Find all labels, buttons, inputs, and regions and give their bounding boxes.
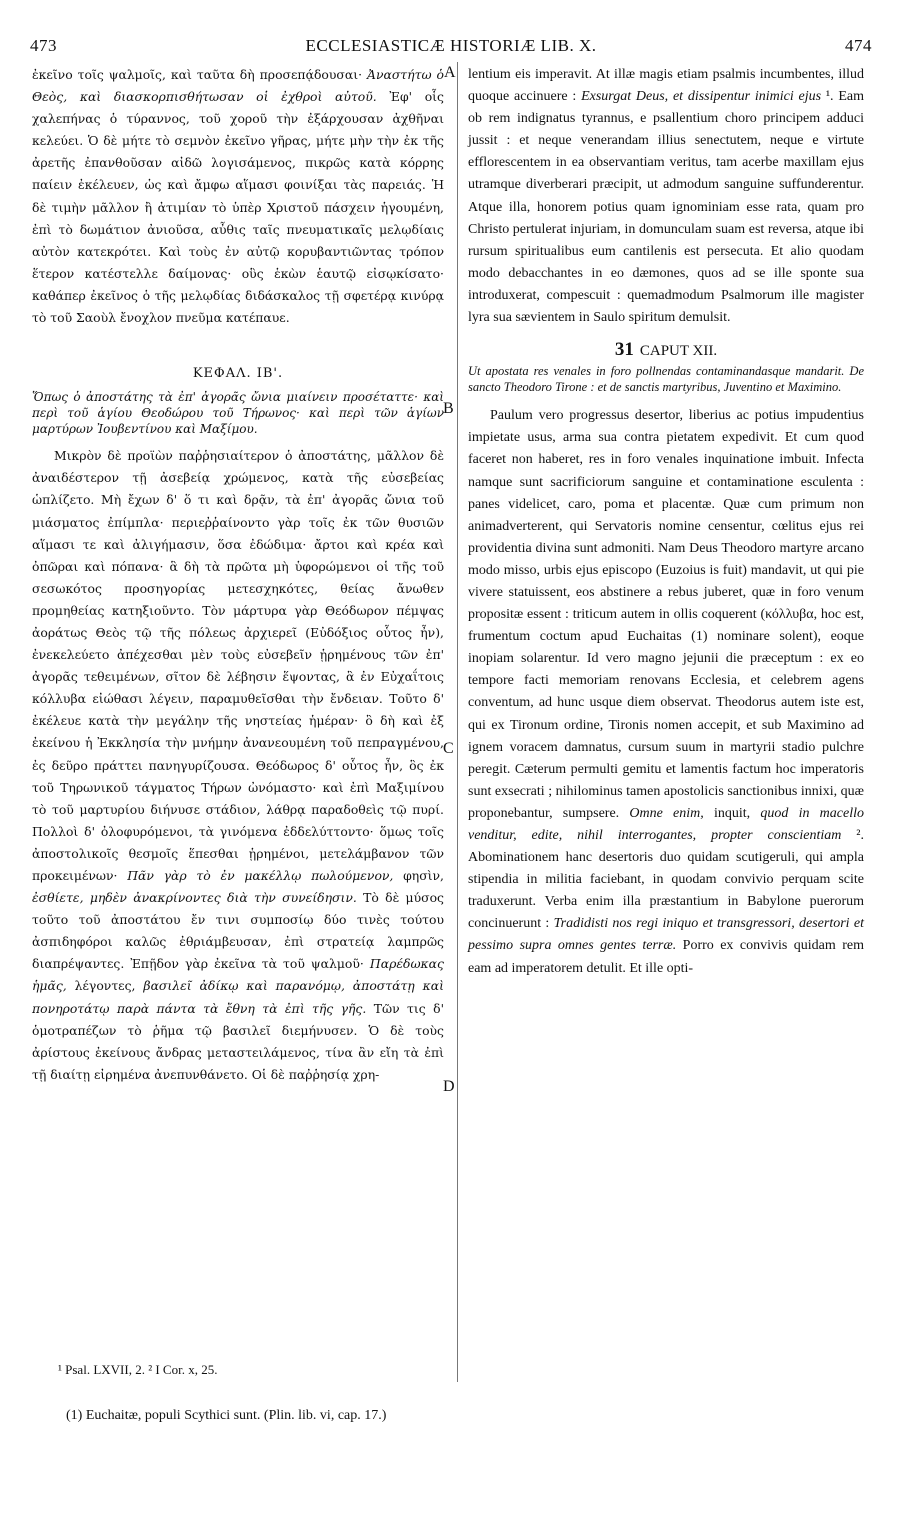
running-header xyxy=(30,36,872,58)
greek-text: φησὶν, xyxy=(393,868,444,883)
greek-column xyxy=(32,64,444,1086)
greek-quote: βασιλεῖ ἀδίκῳ καὶ παρανόμῳ, ἀποστάτῃ καὶ πονηροτάτῳ παρὰ πάντα τὰ ἔθνη τὰ ἐπὶ τῆς γῆς. xyxy=(32,978,445,1016)
latin-text: Eam ob rem indignatus tyrannus, e psallentium choro principem adduci jussit : et neque venerandam illius senectutem, neque e virtute efflorescentem in ea observantiam veritus, tam acerbe maxillam ejus utramque diverberari præcipit, ut admodum sanguine suffunderentur. Atque illa, honorem potius quam ignominiam esse rata, quam pro Christo pertulerat injuriam, in domunculam suam est reversa, atque ibi rursum spiritualibus eum cantilenis est persecuta. Et alio quodam modo debacchantes in eo dæmones, quos ad se ille sponte sua introduxerat, compescuit : quemadmodum Psalmorum ille magister lyra sua sævientem in Saulo spiritum demulsit. xyxy=(468,89,864,326)
margin-marker-c: C xyxy=(443,740,454,757)
latin-quote: Tradidisti nos regi iniquo et transgressori, desertori et pessimo supra omnes gentes terræ. xyxy=(468,916,864,954)
greek-text: Μικρὸν δὲ προϊὼν παῤῥησιαίτερον ὁ ἀποστάτης, μᾶλλον δὲ ἀναιδέστερον τῇ ἀσεβείᾳ χρώμενος, κατὰ τῆς εὐσεβείας ὡπλίζετο. Μὴ ἔχων δ' ὅ τι καὶ δρᾷν, τὰ ἐπ' ἀγορᾶς ὤνια τοῦ μιάσματος ἐπίμπλα· περιεῤῥαίνοντο γὰρ τοῖς ἐκ τῶν θυσιῶν αἵμασι τε καὶ ἀλιγήμασιν, ὅσα ἐδώδιμα· ἄρτοι καὶ κρέα καὶ ὀπῶραι καὶ πόπανα· ἃ δὴ τὰ πρῶτα μὴ ὑφορώμενοι οἱ τῆς τοῦ σεσωκότος προσηγορίας μετεσχηκότες, θείας ἄνωθεν προμηθείας κατηξιοῦντο. Τὸν μάρτυρα γὰρ Θεόδωρον πέμψας ἀοράτως Θεὸς τῷ τῆς πόλεως ἀρχιερεῖ (Εὐδόξιος οὗτος ἦν), ἐνεκελεύετο ἀπέχεσθαι μὲν τοὺς εὐσεβεῖν ᾑρημένους τῶν ἐπ' ἀγορᾶς τεθειμένων, σῖτον δὲ λέβησιν ἕψοντας, ἃ ἐν Εὐχαΐτοις κόλλυβα εἰώθασι λέγειν, παραμυθεῖσθαι τὴν ἔνδειαν. Τοῦτο δ' ἐκέλευε κατὰ τὴν μεγάλην τῆς νηστείας ἡμέραν· ὃ δὴ καὶ ἐξ ἐκείνου ἡ Ἐκκλησία τὴν μνήμην ἀνανεουμένη τοῦ πεπραγμένου, ἐς δεῦρο πράττει πανηγυρίζουσα. Θεόδωρος δ' οὗτος ἦν, ὃς ἐκ τοῦ Τηρωνικοῦ τάγματος Τήρων ὠνόμαστο· καὶ ἐπὶ Μαξιμίνου τὸ τοῦ μαρτυρίου διήνυσε στάδιον, λάθρᾳ παραδοθεὶς τῷ πυρί. Πολλοὶ δ' ὀλοφυρόμενοι, τὰ γινόμενα ἐδδελύττοντο· ὅμως τοῖς ἀποστολικοῖς θεσμοῖς ἕπεσθαι ᾑρημένοι, μετελάμβανον τῶν προκειμένων· xyxy=(32,448,444,883)
latin-chapter-summary: Ut apostata res venales in foro pollnendas contaminandasque mandarit. De sancto Theodoro Tirone : et de sanctis martyribus, Juventino et Maximino. xyxy=(468,364,864,394)
chapter-title: CAPUT XII. xyxy=(639,343,718,360)
margin-marker-d: D xyxy=(443,1078,455,1095)
greek-text: λέγοντες, xyxy=(66,978,144,994)
column-divider xyxy=(457,62,458,1382)
greek-quote: Ἀναστήτω ὁ Θεὸς, καὶ διασκορπισθήτωσαν οἱ ἐχθροὶ αὐτοῦ. xyxy=(32,67,444,105)
greek-text: Τὸ δὲ μύσος τοῦτο τοῦ ἀποστάτου ἔν τινι συμποσίῳ δύο τινὲς τούτου ἀσπιδηφόροι καλῶς ἐθριάμβευσαν, ἐπὶ στρατείᾳ λαμπρῶς διαπρέψαντες. Ἐπῇδον γὰρ ἐκεῖνα τὰ τοῦ ψαλμοῦ· xyxy=(32,890,444,972)
margin-marker-a: A xyxy=(444,64,456,81)
greek-chapter-heading: ΚΕΦΑΛ. ΙΒ'. xyxy=(192,366,284,382)
latin-text: lentium eis imperavit. At illæ magis etiam psalmis incumbentes, illud quoque accinuere : xyxy=(468,67,864,105)
latin-text: Porro ex convivis quidam rem eam ad imperatorem detulit. Et ille opti- xyxy=(468,938,864,976)
greek-chapter-summary: Ὅπως ὁ ἀποστάτης τὰ ἐπ' ἀγορᾶς ὤνια μιαίνειν προσέταττε· καὶ περὶ τοῦ ἁγίου Θεοδώρου τοῦ Τήρωνος· καὶ περὶ τῶν ἁγίων μαρτύρων Ἰουβεντίνου καὶ Μαξίμου. xyxy=(32,390,444,437)
greek-paragraph-2 xyxy=(32,445,444,1086)
latin-text: inquit, xyxy=(703,805,761,821)
footnote-references: ¹ Psal. LXVII, 2. ² I Cor. x, 25. xyxy=(58,1362,218,1377)
footnote-1: (1) Euchaitæ, populi Scythici sunt. (Plin. lib. vi, cap. 17.) xyxy=(66,1408,387,1423)
running-title: ECCLESIASTICÆ HISTORIÆ LIB. X. xyxy=(305,36,597,55)
latin-quote: quod in macello venditur, edite, nihil interrogantes, propter conscientiam xyxy=(468,805,864,843)
greek-quote: Πᾶν γὰρ τὸ ἐν μακέλλῳ πωλούμενον, xyxy=(127,868,394,883)
latin-chapter-heading xyxy=(468,339,864,362)
greek-text: Τῶν τις δ' ὁμοτραπέζων τὸ ῥῆμα τῷ βασιλεῖ διεμήνυσεν. Ὁ δὲ τοὺς ἀρίστους ἐκείνους ἄνδρας μεταστειλάμενος, τίνα ἂν εἴη τὰ ἐπὶ τῇ διαίτῃ εἰρημένα ἀνεπυνθάνετο. Οἱ δὲ παῤῥησίᾳ χρη- xyxy=(32,1000,444,1082)
page-number-right: 474 xyxy=(845,36,872,55)
greek-text: Ἐφ' οἷς χαλεπήνας ὁ τύραννος, τοῦ χοροῦ τὴν ἐξάρχουσαν ἀχθῆναι κελεύει. Ὁ δὲ μήτε τὸ σεμνὸν ἐκεῖνο γῆρας, μήτε μὴν τὴν ἐκ τῆς ἀρετῆς ἐπανθοῦσαν αἰδῶ λογισάμενος, πικρῶς κατὰ κόρρης παίειν ἐκέλευεν, ὡς καὶ ἄμφω αἵμασι φοινίξαι τὰς παρειάς. Ἡ δὲ τιμὴν μᾶλλον ἢ ἀτιμίαν τὸ ὑπὲρ Χριστοῦ πάσχειν ἡγουμένη, ἐπὶ τὸ δωμάτιον ἀνιοῦσα, αὖθις ταῖς πνευματικαῖς μελῳδίαις αὐτὸν κατεκρότει. Καὶ τοὺς ἐν αὐτῷ κορυβαντιῶντας τρόπον ἕτερον κατέστελλε δαίμονας· οὓς ἑκὼν ἑαυτῷ εἰσῳκίσατο· καθάπερ ἐκεῖνος ὁ τῆς μελῳδίας διδάσκαλος τῇ σφετέρᾳ κινύρᾳ τὸ τοῦ Σαοὺλ ἔνοχλον πνεῦμα κατέπαυε. xyxy=(32,89,444,326)
footnote-ref: ². xyxy=(841,828,864,843)
footnote-ref: ¹. xyxy=(821,89,839,105)
latin-paragraph-2 xyxy=(468,405,864,979)
greek-quote: Παρέδωκας ἡμᾶς, xyxy=(32,956,444,994)
latin-quote: Exsurgat Deus, et dissipentur inimici ejus xyxy=(581,89,822,105)
latin-text: Abominationem hanc desertoris duo quidam scutigeruli, qui ampla stipendia in militia faciebant, in quodam convivio perquam scite traduxerunt. Verba enim illa præstantium in Babylone puerorum concinuerunt : xyxy=(468,850,864,932)
page-number-left: 473 xyxy=(30,36,57,55)
latin-paragraph-1 xyxy=(468,64,864,329)
greek-quote: ἐσθίετε, μηδὲν ἀνακρίνοντες διὰ τὴν συνείδησιν. xyxy=(32,890,357,906)
margin-marker-b: B xyxy=(443,400,454,417)
greek-paragraph-1 xyxy=(32,64,444,329)
chapter-number: 31 xyxy=(614,339,634,361)
latin-quote: Omne enim, xyxy=(629,805,704,821)
greek-text: ἐκεῖνο τοῖς ψαλμοῖς, καὶ ταῦτα δὴ προσεπᾴδουσαι· xyxy=(32,67,367,82)
latin-text: Paulum vero progressus desertor, liberius ac potius impudentius impietate usus, arma sua contra pietatem expedivit. Et cum quod faceret non haberet, res in foro venales inquinatione imbuit. Infecta namque sunt sacrificiorum sanguine et contaminatione esculenta : panes videlicet, caro, poma et placentæ. Quæ cum primum non animadverterent, qui Servatoris nomine censentur, cœlitus ejus rei providentia divina sunt admoniti. Nam Deus Theodoro martyre arcano modo misso, urbis ejus episcopo (Euzoius is fuit) mandavit, ut qui pie vivere statuissent, eos abstinere a rebus juberet, quæ in foro venum propositæ essent : triticum autem in ollis coquerent (κόλλυβα, hoc est, frumentum coctum apud Euchaitas (1) nominare solent), eoque inopiam solarentur. Id vero magno jejunii die præceptum : ex eo tempore facti memoriam renovans Ecclesia, et celebrem agens conventum, ad hunc usque diem observat. Theodorus autem iste est, qui ex Tironum ordine, Tironis nomen accepit, et sub Maximino ad ignem voracem damnatus, cursum suum in martyrii stadio pulchre peregit. Cæterum permulti gemitu et lamentis factum hoc imperatoris sunt exsecrati ; nihilominus tamen apostolicis sanctionibus innixi, quæ proponebantur, sumpsere. xyxy=(468,408,864,821)
latin-column xyxy=(468,64,864,980)
